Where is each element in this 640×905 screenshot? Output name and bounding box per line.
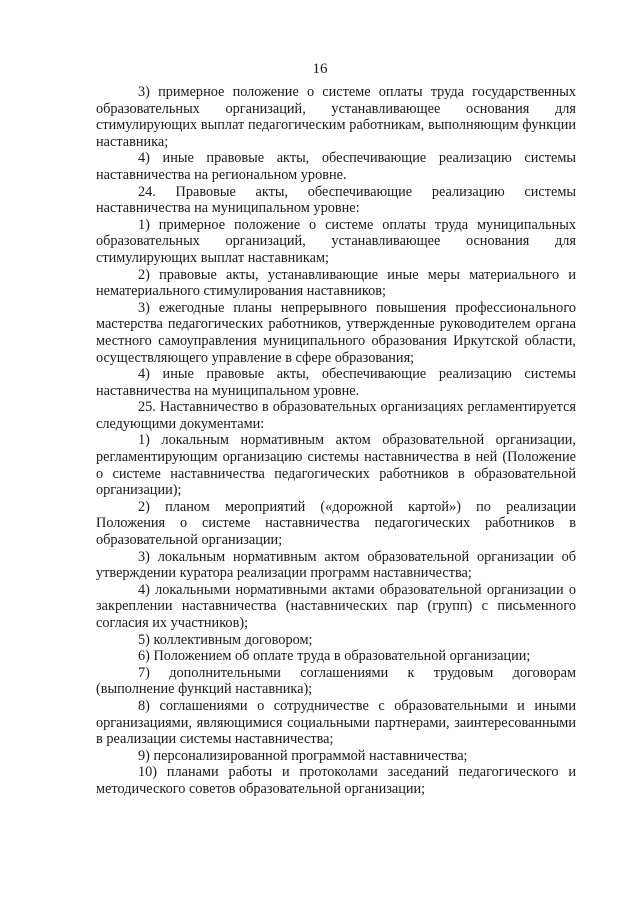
page-number: 16 bbox=[312, 61, 328, 77]
paragraph-item-2-roadmap: 2) планом мероприятий («дорожной картой») по реализации Положения о системе наставничества педагогических работников в образовательной организации; bbox=[96, 498, 576, 549]
paragraph-item-10-plans: 10) планами работы и протоколами заседаний педагогического и методического советов образовательной организации; bbox=[96, 764, 576, 797]
paragraph-item-4-pairs: 4) локальными нормативными актами образовательной организации о закреплении наставничества (наставнических пар (групп) с письменного согласия их участников); bbox=[96, 581, 576, 631]
paragraph-section-24: 24. Правовые акты, обеспечивающие реализацию системы наставничества на муниципальном уровне: bbox=[96, 183, 576, 217]
paragraph-item-3-regional-pay: 3) примерное положение о системе оплаты труда государственных образовательных организаций, устанавливающее основания для стимулирующих выплат педагогическим работникам, выполняющим функции наставника; bbox=[96, 84, 576, 150]
paragraph-item-8-cooperation: 8) соглашениями о сотрудничестве с образовательными и иными организациями, являющимися социальными партнерами, заинтересованными в реализации системы наставничества; bbox=[96, 697, 576, 748]
paragraph-item-4-municipal-acts: 4) иные правовые акты, обеспечивающие реализацию системы наставничества на муниципальном уровне. bbox=[96, 366, 576, 399]
paragraph-item-3-annual-plans: 3) ежегодные планы непрерывного повышения профессионального мастерства педагогических работников, утвержденные руководителем органа местного самоуправления муниципального образования Иркутской области, осуществляющего управление в сфере образования; bbox=[96, 299, 576, 366]
paragraph-item-3-curator: 3) локальным нормативным актом образовательной организации об утверждении куратора реализации программ наставничества; bbox=[96, 548, 576, 582]
paragraph-item-6-pay-regulation: 6) Положением об оплате труда в образовательной организации; bbox=[138, 648, 531, 665]
paragraph-item-2-incentives: 2) правовые акты, устанавливающие иные меры материального и нематериального стимулирования наставников; bbox=[96, 266, 576, 300]
paragraph-item-1-municipal-pay: 1) примерное положение о системе оплаты труда муниципальных образовательных организаций, устанавливающее основания для стимулирующих выплат наставникам; bbox=[96, 216, 576, 266]
paragraph-section-25: 25. Наставничество в образовательных организациях регламентируется следующими документами: bbox=[96, 399, 576, 432]
paragraph-item-5-collective-agreement: 5) коллективным договором; bbox=[138, 631, 313, 648]
paragraph-item-1-local-act: 1) локальным нормативным актом образовательной организации, регламентирующим организацию системы наставничества в ней (Положение о системе наставничества педагогических работников в образовательной организации); bbox=[96, 432, 576, 499]
paragraph-item-9-program: 9) персонализированной программой наставничества; bbox=[138, 747, 468, 764]
document-body bbox=[96, 84, 576, 798]
paragraph-item-4-regional-acts: 4) иные правовые акты, обеспечивающие реализацию системы наставничества на региональном уровне. bbox=[96, 150, 576, 183]
paragraph-item-7-supplementary: 7) дополнительными соглашениями к трудовым договорам (выполнение функций наставника); bbox=[96, 664, 576, 698]
